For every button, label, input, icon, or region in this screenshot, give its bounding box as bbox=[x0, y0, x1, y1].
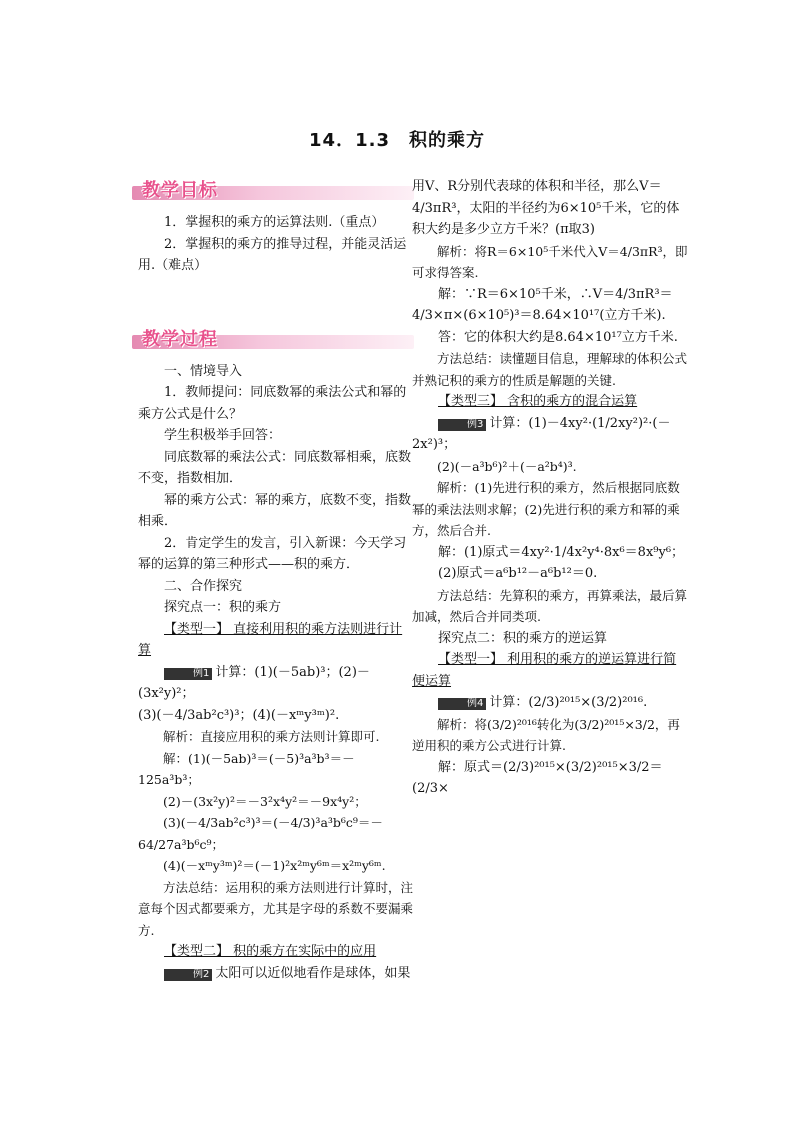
left-column bbox=[138, 176, 414, 984]
example-text: 计算：(1)(－5ab)³；(2)－(3x²y)²； bbox=[138, 664, 370, 701]
goal-item: 2．掌握积的乘方的推导过程，并能灵活运用.（难点） bbox=[138, 236, 407, 273]
example-text: 用V、R分别代表球的体积和半径，那么V＝4/3πR³，太阳的半径约为6×10⁵千米，它的体积大约是多少立方千米？(π取3) bbox=[412, 179, 680, 237]
example-tag: 例4 bbox=[438, 698, 486, 710]
example-text: (3)(－4/3ab²c³)³；(4)(－xᵐy³ᵐ)². bbox=[138, 707, 340, 723]
solution-line: (2)原式＝a⁶b¹²－a⁶b¹²＝0. bbox=[438, 566, 598, 581]
type-heading: 【类型二】 积的乘方在实际中的应用 bbox=[164, 944, 377, 959]
solution-line: 解：(1)(－5ab)³＝(－5)³a³b³＝－125a³b³； bbox=[138, 750, 355, 787]
page-title: 14．1.3 积的乘方 bbox=[309, 130, 485, 151]
example-tag: 例1 bbox=[164, 668, 212, 680]
process-banner-label: 教学过程 bbox=[142, 328, 218, 350]
right-column bbox=[412, 176, 688, 800]
text-line: 一、情境导入 bbox=[164, 363, 243, 379]
analysis: 解析：直接应用积的乘方法则计算即可. bbox=[163, 729, 380, 744]
answer: 答：它的体积大约是8.64×10¹⁷立方千米. bbox=[438, 329, 678, 345]
text-line: 2．肯定学生的发言，引入新课：今天学习幂的运算的第三种形式——积的乘方． bbox=[138, 535, 407, 572]
type-heading: 【类型三】 含积的乘方的混合运算 bbox=[438, 394, 638, 409]
analysis: 解析：将(3/2)²⁰¹⁶转化为(3/2)²⁰¹⁵×3/2，再逆用积的乘方公式进行计算. bbox=[412, 716, 680, 753]
solution: 解：∵R＝6×10⁵千米，∴V＝4/3πR³＝4/3×π×(6×10⁵)³＝8.64×10¹⁷(立方千米). bbox=[412, 286, 673, 323]
example-text: 太阳可以近似地看作是球体，如果 bbox=[215, 965, 411, 981]
text-line: 幂的乘方公式：幂的乘方，底数不变，指数相乘． bbox=[138, 492, 412, 529]
solution-line: 解：(1)原式＝4xy²·1/4x²y⁴·8x⁶＝8x⁹y⁶； bbox=[438, 544, 685, 560]
text-line: 同底数幂的乘法公式：同底数幂相乘，底数不变，指数相加． bbox=[138, 449, 412, 486]
example-text: 计算：(1)－4xy²·(1/2xy²)²·(－2x²)³； bbox=[412, 415, 671, 452]
method-summary: 方法总结：先算积的乘方，再算乘法，最后算加减，然后合并同类项. bbox=[412, 587, 688, 624]
type-heading: 【类型一】 直接利用积的乘方法则进行计算 bbox=[138, 621, 403, 658]
section-heading: 探究点二：积的乘方的逆运算 bbox=[438, 630, 608, 646]
type-heading: 【类型一】 利用积的乘方的逆运算进行简便运算 bbox=[412, 652, 677, 689]
text-line: 学生积极举手回答： bbox=[164, 428, 282, 443]
example-text: 计算：(2/3)²⁰¹⁵×(3/2)²⁰¹⁶. bbox=[489, 695, 648, 710]
solution-line: (2)－(3x²y)²＝－3²x⁴y²＝－9x⁴y²； bbox=[163, 793, 367, 809]
process-banner bbox=[132, 329, 414, 355]
analysis: 解析：(1)先进行积的乘方，然后根据同底数幂的乘法法则求解；(2)先进行积的乘方和幂的乘方，然后合并. bbox=[412, 480, 680, 538]
goal-banner bbox=[132, 180, 414, 206]
goal-item: 1．掌握积的乘方的运算法则.（重点） bbox=[164, 215, 385, 230]
solution-line: 解：原式＝(2/3)²⁰¹⁵×(3/2)²⁰¹⁵×3/2＝(2/3× bbox=[412, 759, 663, 796]
method-summary: 方法总结：运用积的乘方法则进行计算时，注意每个因式都要乘方，尤其是字母的系数不要漏乘方. bbox=[138, 879, 414, 938]
solution-line: (4)(－xᵐy³ᵐ)²＝(－1)²x²ᵐy⁶ᵐ＝x²ᵐy⁶ᵐ. bbox=[163, 858, 386, 873]
method-summary: 方法总结：读懂题目信息，理解球的体积公式并熟记积的乘方的性质是解题的关键. bbox=[412, 351, 688, 388]
text-line: 1．教师提问：同底数幂的乘法公式和幂的乘方公式是什么？ bbox=[138, 385, 407, 422]
example-tag: 例3 bbox=[438, 419, 486, 431]
example-text: (2)(－a³b⁶)²＋(－a²b⁴)³. bbox=[437, 458, 577, 474]
analysis: 解析：将R＝6×10⁵千米代入V＝4/3πR³，即可求得答案. bbox=[412, 243, 688, 280]
text-line: 探究点一：积的乘方 bbox=[164, 600, 282, 615]
example-tag: 例2 bbox=[164, 969, 212, 981]
text-line: 二、合作探究 bbox=[164, 578, 243, 594]
goal-banner-label: 教学目标 bbox=[142, 180, 218, 201]
solution-line: (3)(－4/3ab²c³)³＝(－4/3)³a³b⁶c⁹＝－64/27a³b⁶c⁹； bbox=[138, 815, 383, 852]
